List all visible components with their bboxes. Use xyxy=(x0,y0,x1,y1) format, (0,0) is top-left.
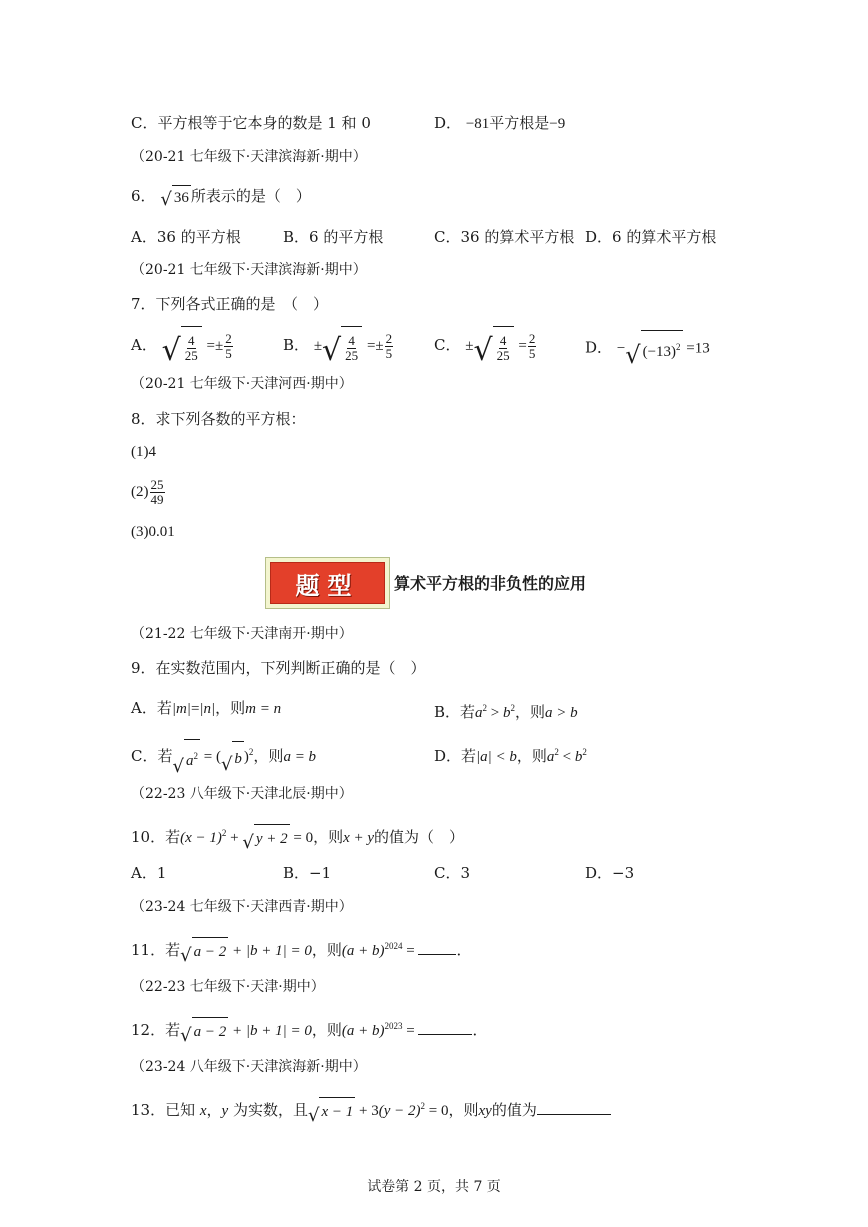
equals-sign: = xyxy=(190,701,200,717)
numerator: 25 xyxy=(150,477,164,493)
math-expression: (a + b) xyxy=(341,1023,385,1039)
numerator: 2 xyxy=(225,330,232,346)
question-number: 11．若 xyxy=(131,941,181,959)
equals-sign: = xyxy=(686,340,695,357)
question-text: 的值为（ ） xyxy=(374,828,465,846)
period: ． xyxy=(456,941,472,959)
denominator: 25 xyxy=(184,347,198,363)
option-label: A． xyxy=(131,336,157,354)
exponent: 2 xyxy=(676,342,681,352)
question-9-stem: 9．在实数范围内，下列判断正确的是（ ） xyxy=(131,659,426,677)
comparison-sign: < xyxy=(558,749,575,765)
math-variable: b xyxy=(234,750,242,767)
inner-expression: (−13) xyxy=(642,344,677,360)
question-text: 的值为 xyxy=(491,1101,537,1119)
denominator: 49 xyxy=(150,492,164,508)
q7-option-c xyxy=(434,326,537,366)
math-expression: m = n xyxy=(245,701,282,717)
then-text: ，则 xyxy=(311,1021,342,1039)
question-type-badge: 题型 xyxy=(270,562,385,604)
source-note: （22-23 七年级下·天津·期中） xyxy=(131,979,325,995)
comparison-sign: > xyxy=(487,705,503,721)
math-expression: (x − 1) xyxy=(180,830,222,846)
q8-part-1: (1)4 xyxy=(131,444,156,460)
denominator: 5 xyxy=(528,345,536,361)
q10-option-b: B．−1 xyxy=(283,864,332,882)
sqrt-expression: √ $a^2$ xyxy=(172,739,199,776)
then-text: ，则 xyxy=(215,699,246,717)
then-text: ，则 xyxy=(253,747,284,765)
section-title: 算术平方根的非负性的应用 xyxy=(394,574,587,593)
numerator: 4 xyxy=(188,332,195,348)
source-note: （21-22 七年级下·天津南开·期中） xyxy=(131,626,353,642)
q9-option-a xyxy=(131,697,281,720)
question-number: 13．已知 xyxy=(131,1101,200,1119)
source-note: （20-21 七年级下·天津滨海新·期中） xyxy=(131,262,367,278)
denominator: 5 xyxy=(225,345,232,361)
then-text: ，则 xyxy=(516,747,547,765)
source-note: （23-24 七年级下·天津西青·期中） xyxy=(131,899,353,915)
q10-option-a: A．1 xyxy=(131,864,167,882)
q7-option-a xyxy=(131,326,234,366)
math-expression: + |b + 1| = 0 xyxy=(228,1023,312,1039)
question-11-stem xyxy=(131,933,471,965)
question-7-stem: 7．下列各式正确的是 （ ） xyxy=(131,295,329,313)
equals-sign: = xyxy=(366,338,376,354)
q10-option-d: D．−3 xyxy=(585,864,635,882)
radicand: a − 2 xyxy=(192,1017,229,1045)
option-label: D．若 xyxy=(434,747,477,765)
q6-option-c: C．36 的算术平方根 xyxy=(434,228,575,246)
math-variable: b xyxy=(574,749,583,765)
q5-option-d xyxy=(434,112,565,135)
radicand: y + 2 xyxy=(254,824,290,852)
math-variable: x xyxy=(199,1103,207,1119)
sqrt-fraction: √ $\frac{4}{25}$ xyxy=(322,326,362,366)
question-type-banner xyxy=(265,557,390,609)
sqrt-expression: √ a − 2 xyxy=(180,937,228,965)
q7-option-b xyxy=(283,326,394,366)
exponent: 2 xyxy=(221,828,227,838)
q9-option-d xyxy=(434,741,587,768)
answer-blank[interactable] xyxy=(418,1020,472,1035)
option-label: D． xyxy=(434,114,462,132)
math-expression: xy xyxy=(478,1103,492,1119)
option-label: C．若 xyxy=(131,747,173,765)
math-variable: b xyxy=(503,705,511,721)
math-variable: a xyxy=(546,749,555,765)
q5-option-c: C．平方根等于它本身的数是 1 和 0 xyxy=(131,114,371,132)
option-label: D． xyxy=(585,338,613,357)
math-expression: (a + b) xyxy=(341,943,385,959)
numerator: 2 xyxy=(385,330,393,346)
math-expression: a = b xyxy=(283,749,317,765)
sqrt-expression: √ 36 xyxy=(160,185,190,209)
math-variable: y xyxy=(221,1103,229,1119)
math-expression: |m| xyxy=(171,701,191,717)
equals-sign: = xyxy=(402,1023,419,1039)
math-variable: a xyxy=(185,752,194,769)
then-text: ，则 xyxy=(448,1101,479,1119)
sqrt-fraction: √ $\frac{4}{25}$ xyxy=(162,326,202,366)
q7-option-d xyxy=(585,330,710,367)
numerator: 2 xyxy=(528,330,536,346)
q9-option-c: C．若 √ $a^2$ = ( √ b )$^2$，则a = b xyxy=(131,737,316,776)
radicand: x − 1 xyxy=(319,1097,355,1125)
math-expression: + |b + 1| = 0 xyxy=(228,943,312,959)
option-label: C． xyxy=(434,336,461,354)
exponent: 2 xyxy=(482,703,488,713)
question-8-stem: 8．求下列各数的平方根： xyxy=(131,410,306,428)
answer-blank[interactable] xyxy=(537,1100,611,1115)
comma: ， xyxy=(206,1101,222,1119)
q8-part-3: (3)0.01 xyxy=(131,524,175,540)
minus-sign: − xyxy=(616,340,626,357)
math-value: −9 xyxy=(549,116,566,132)
math-expression: |a| xyxy=(476,749,492,765)
equals-sign: = xyxy=(206,338,215,354)
sqrt-expression: √ x − 1 xyxy=(308,1097,355,1125)
question-text: 为实数，且 xyxy=(228,1101,308,1119)
equation-rhs: = 0 xyxy=(425,1103,449,1119)
math-variable: a xyxy=(475,705,483,721)
plus-sign: + xyxy=(226,830,243,846)
plus-minus-sign: ± xyxy=(313,338,323,354)
question-number: 10．若 xyxy=(131,828,181,846)
question-12-stem xyxy=(131,1013,487,1045)
page-footer: 试卷第 2 页，共 7 页 xyxy=(367,1179,501,1195)
plus-minus-sign: ± xyxy=(465,338,474,354)
source-note: （20-21 七年级下·天津滨海新·期中） xyxy=(131,149,367,165)
sqrt-fraction: √ $\frac{4}{25}$ xyxy=(474,326,514,366)
result-value: 13 xyxy=(694,340,710,357)
q6-option-b: B．6 的平方根 xyxy=(283,228,384,246)
plus-minus-sign: ± xyxy=(375,338,384,354)
exponent: 2 xyxy=(554,747,559,757)
question-number: 12．若 xyxy=(131,1021,181,1039)
sqrt-expression: √ y + 2 xyxy=(242,824,289,852)
sqrt-expression: √ a − 2 xyxy=(180,1017,228,1045)
q8-part-2 xyxy=(131,474,166,510)
radicand: 36 xyxy=(172,185,191,209)
question-10-stem xyxy=(131,820,464,852)
q9-option-b xyxy=(434,697,578,724)
period: ． xyxy=(472,1021,488,1039)
exponent: 2 xyxy=(248,747,254,757)
then-text: ，则 xyxy=(311,941,342,959)
math-expression: (y − 2) xyxy=(378,1103,421,1119)
math-value: −81 xyxy=(465,116,490,132)
denominator: 25 xyxy=(345,347,359,363)
option-label: B． xyxy=(283,336,310,354)
numerator: 4 xyxy=(348,332,355,348)
exponent: 2 xyxy=(510,703,515,713)
question-13-stem xyxy=(131,1093,611,1125)
option-label: B．若 xyxy=(434,703,476,721)
part-label: (2) xyxy=(131,484,149,500)
answer-blank[interactable] xyxy=(418,940,456,955)
question-text: 所表示的是（ ） xyxy=(190,187,311,205)
math-expression: a > b xyxy=(545,705,578,721)
denominator: 5 xyxy=(385,345,393,361)
question-number: 6． xyxy=(131,187,156,205)
exponent: 2 xyxy=(420,1101,426,1111)
then-text: ，则 xyxy=(515,703,546,721)
option-text: 平方根是 xyxy=(489,114,550,132)
equals-sign: = xyxy=(199,749,216,765)
q6-option-a: A．36 的平方根 xyxy=(131,228,241,246)
math-expression: x + y xyxy=(343,830,375,846)
exponent: 2 xyxy=(582,747,587,757)
q6-option-d: D．6 的算术平方根 xyxy=(585,228,717,246)
exponent: 2023 xyxy=(384,1021,403,1031)
option-label: A．若 xyxy=(131,699,172,717)
math-expression: + 3 xyxy=(355,1103,379,1119)
source-note: （20-21 七年级下·天津河西·期中） xyxy=(131,376,353,392)
denominator: 25 xyxy=(496,347,510,363)
exponent: 2 xyxy=(193,750,198,761)
exponent: 2024 xyxy=(384,941,403,951)
equals-sign: = xyxy=(402,943,419,959)
q10-option-c: C．3 xyxy=(434,864,471,882)
radicand: a − 2 xyxy=(192,937,229,965)
plus-minus-sign: ± xyxy=(215,338,224,354)
sqrt-expression: √ $(-13)^2$ xyxy=(625,330,682,367)
source-note: （22-23 八年级下·天津北辰·期中） xyxy=(131,786,353,802)
math-expression: |n| xyxy=(199,701,216,717)
then-text: ，则 xyxy=(313,828,344,846)
math-expression: < b xyxy=(491,749,517,765)
equals-sign: = xyxy=(518,338,527,354)
sqrt-expression: √ b xyxy=(221,741,244,774)
equation-rhs: = 0 xyxy=(289,830,314,846)
question-6-stem xyxy=(131,185,311,209)
numerator: 4 xyxy=(499,332,507,348)
source-note: （23-24 八年级下·天津滨海新·期中） xyxy=(131,1059,367,1075)
